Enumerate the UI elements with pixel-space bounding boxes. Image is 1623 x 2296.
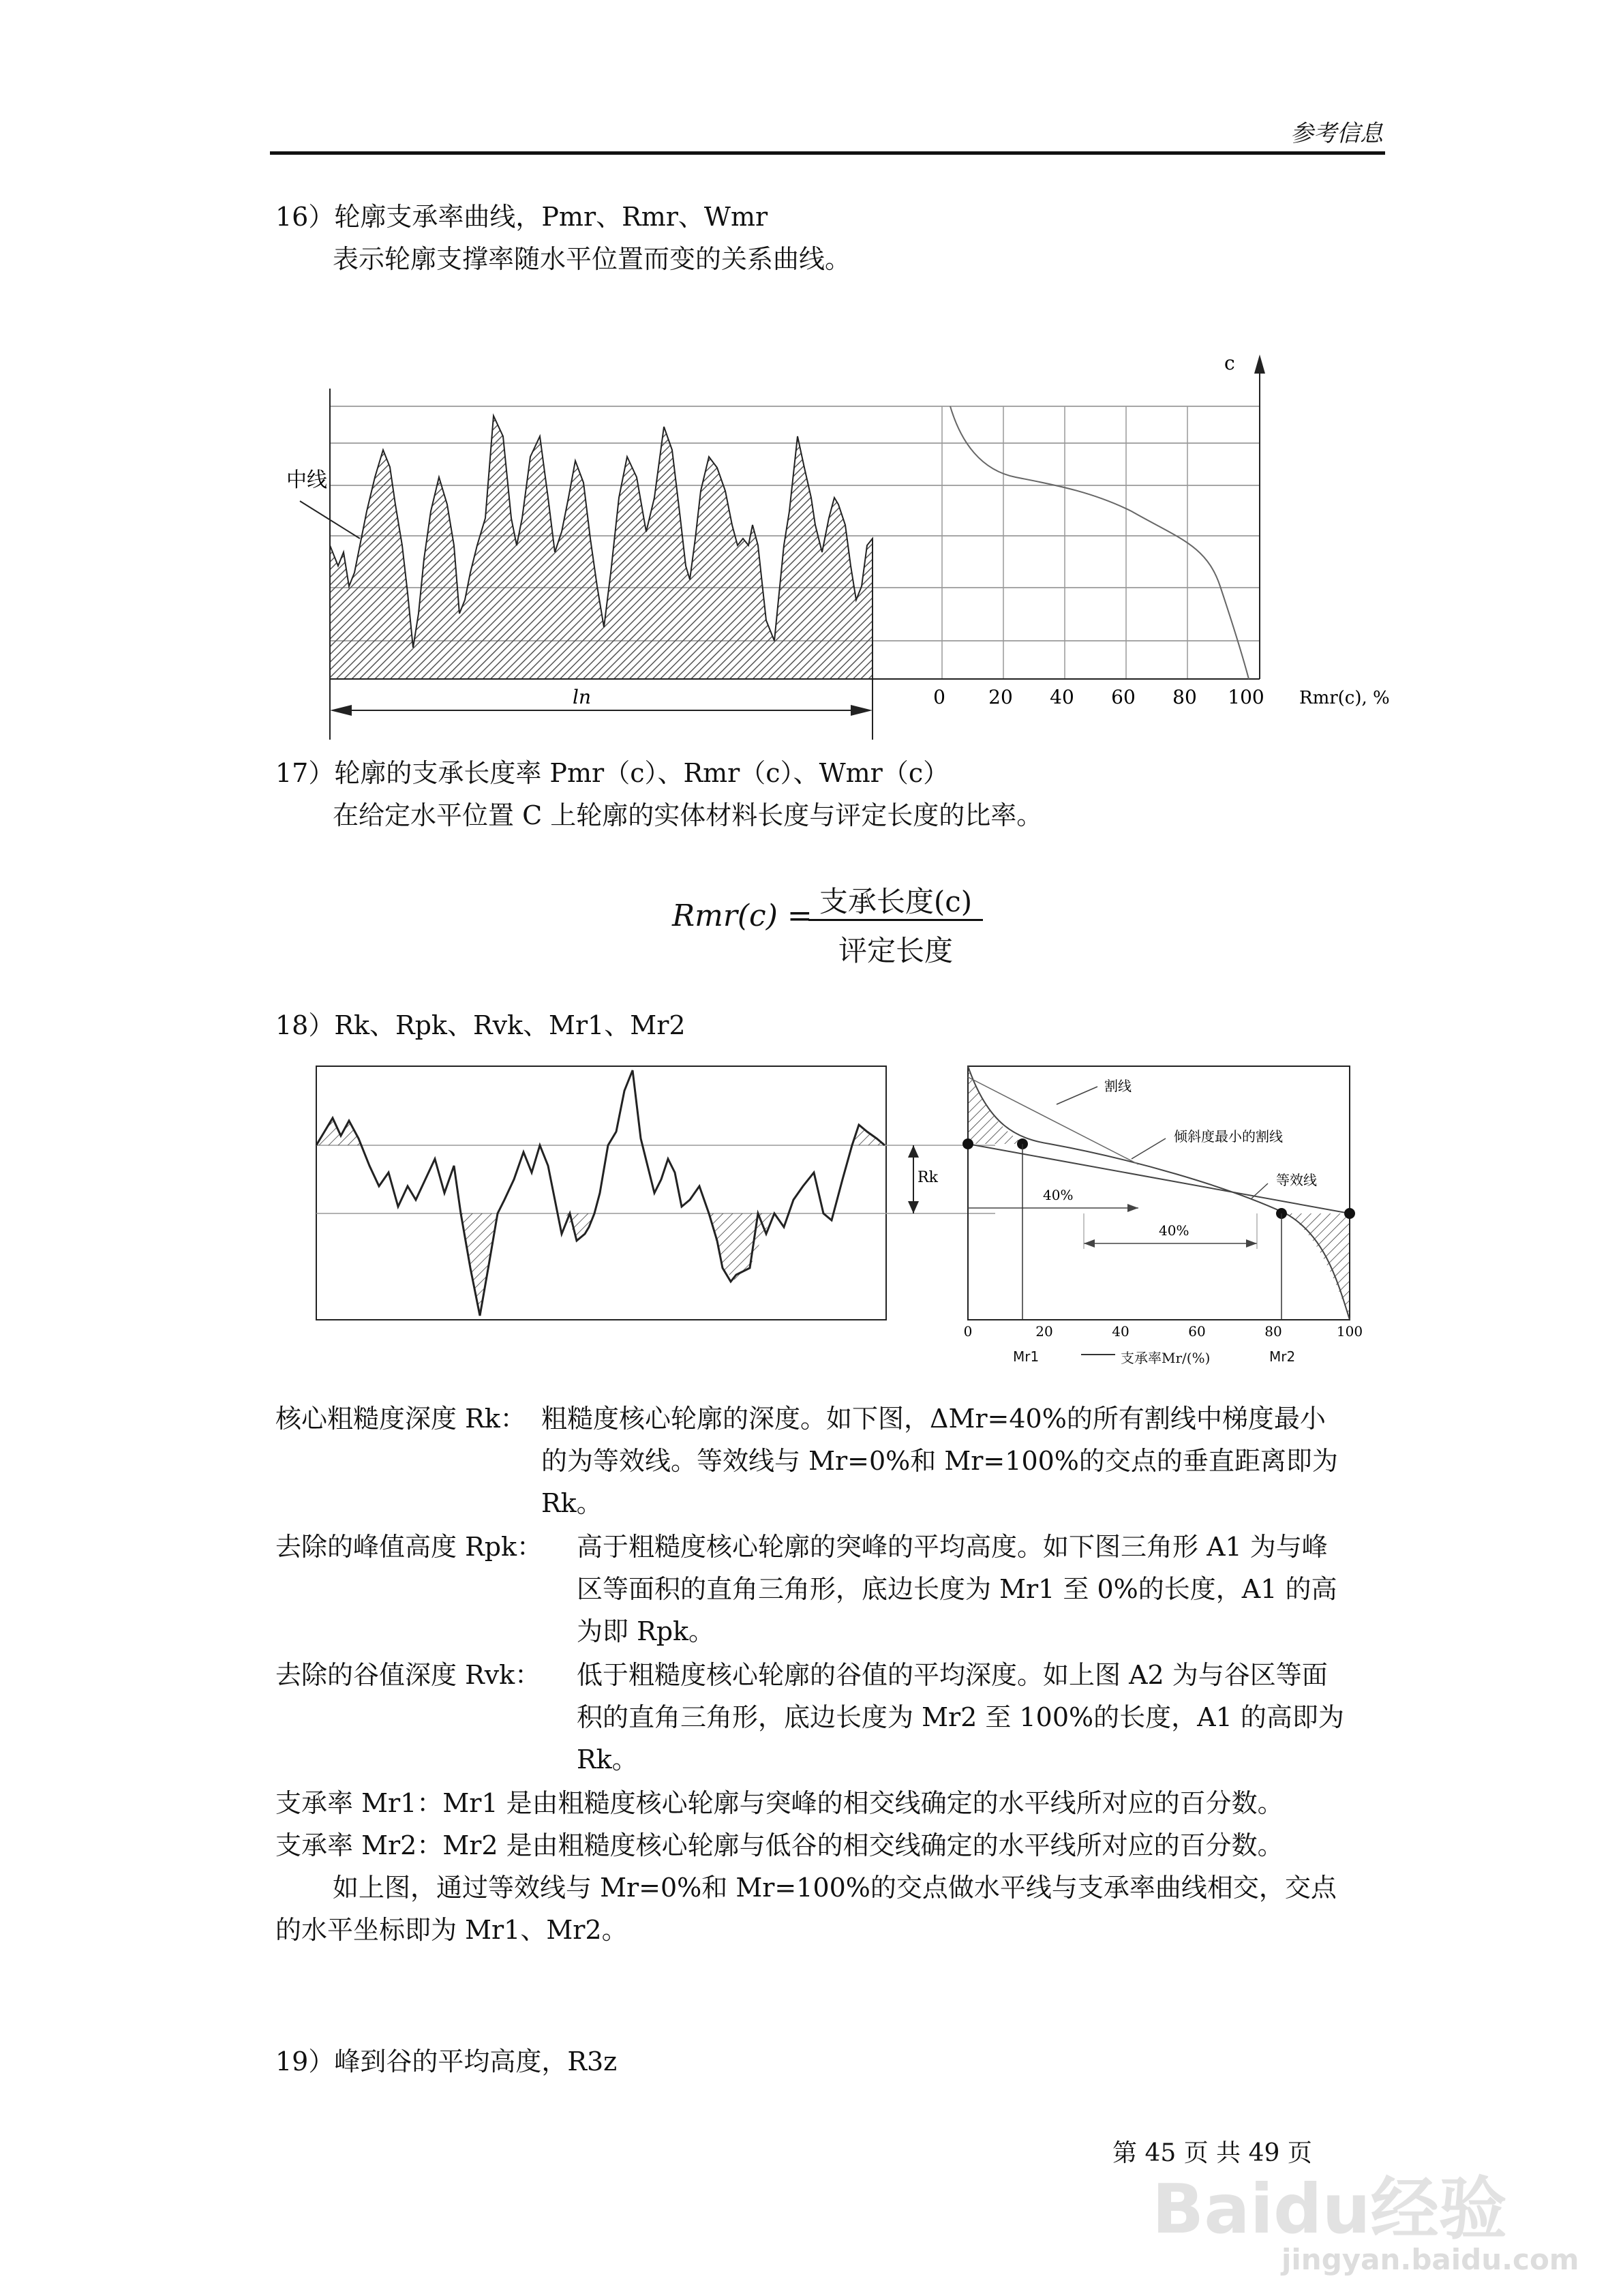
equivalent-label: 等效线 bbox=[1276, 1172, 1317, 1188]
rk-tick-80: 80 bbox=[1264, 1323, 1282, 1340]
formula-lhs: Rmr(c) = bbox=[672, 898, 813, 933]
secant-label: 割线 bbox=[1104, 1078, 1132, 1094]
length-label: ln bbox=[573, 686, 591, 708]
def-rk-line-3: Rk。 bbox=[541, 1488, 603, 1518]
summary-line-1: 如上图，通过等效线与 Mr=0%和 Mr=100%的交点做水平线与支承率曲线相交，交点 bbox=[333, 1873, 1337, 1903]
intersect-dot-left bbox=[962, 1138, 973, 1149]
header-title: 参考信息 bbox=[1290, 120, 1383, 147]
def-rvk-line-2: 积的直角三角形，底边长度为 Mr2 至 100%的长度，A1 的高即为 bbox=[577, 1702, 1344, 1732]
tick-60: 60 bbox=[1111, 686, 1136, 708]
section16-title: 16）轮廓支承率曲线，Pmr、Rmr、Wmr bbox=[275, 202, 768, 232]
tick-40: 40 bbox=[1050, 686, 1074, 708]
section16-desc: 表示轮廓支撑率随水平位置而变的关系曲线。 bbox=[333, 244, 851, 274]
rk-x-axis-label: 支承率Mr/(%) bbox=[1121, 1350, 1211, 1366]
rk-figure bbox=[314, 1063, 1363, 1350]
header-rule bbox=[270, 151, 1385, 155]
def-rpk-line-1: 高于粗糙度核心轮廓的突峰的平均高度。如下图三角形 A1 为与峰 bbox=[577, 1532, 1328, 1562]
mr2-definition: 支承率 Mr2：Mr2 是由粗糙度核心轮廓与低谷的相交线确定的水平线所对应的百分数。 bbox=[275, 1830, 1284, 1860]
valley-region bbox=[461, 1213, 498, 1316]
rk-tick-40: 40 bbox=[1112, 1323, 1129, 1340]
rk-x-ticks bbox=[964, 1323, 1363, 1340]
def-rpk-line-2: 区等面积的直角三角形，底边长度为 Mr1 至 0%的长度，A1 的高 bbox=[577, 1574, 1337, 1604]
pct-label-1: 40% bbox=[1043, 1187, 1074, 1203]
a2-region bbox=[1286, 1213, 1350, 1320]
formula-fraction-bar bbox=[808, 919, 983, 921]
formula-denominator: 评定长度 bbox=[838, 934, 953, 967]
bearing-ratio-figure bbox=[273, 341, 1404, 750]
summary-line-2: 的水平坐标即为 Mr1、Mr2。 bbox=[275, 1915, 628, 1945]
figure1-vertical-grid bbox=[942, 406, 1187, 679]
page-number: 第 45 页 共 49 页 bbox=[1112, 2139, 1312, 2167]
def-rvk-line-3: Rk。 bbox=[577, 1744, 638, 1774]
tick-80: 80 bbox=[1172, 686, 1197, 708]
rk-tick-100: 100 bbox=[1336, 1323, 1363, 1340]
def-rk-label: 核心粗糙度深度 Rk： bbox=[275, 1404, 526, 1434]
rk-profile-line bbox=[316, 1070, 885, 1316]
min-slope-label: 倾斜度最小的割线 bbox=[1174, 1128, 1283, 1145]
a1-region bbox=[968, 1066, 1025, 1144]
section18-title: 18）Rk、Rpk、Rvk、Mr1、Mr2 bbox=[275, 1010, 686, 1040]
mr1-definition: 支承率 Mr1：Mr1 是由粗糙度核心轮廓与突峰的相交线确定的水平线所对应的百分数。 bbox=[275, 1788, 1284, 1818]
def-rk-line-2: 的为等效线。等效线与 Mr=0%和 Mr=100%的交点的垂直距离即为 bbox=[541, 1446, 1338, 1476]
rk-dimension-label: Rk bbox=[917, 1169, 938, 1186]
section17-desc: 在给定水平位置 C 上轮廓的实体材料长度与评定长度的比率。 bbox=[333, 800, 1043, 830]
mr1-axis-label: Mr1 bbox=[1013, 1348, 1040, 1365]
def-rk-line-1: 粗糙度核心轮廓的深度。如下图，ΔMr=40%的所有割线中梯度最小 bbox=[541, 1404, 1326, 1434]
def-rpk-label: 去除的峰值高度 Rpk： bbox=[275, 1532, 543, 1562]
rk-tick-0: 0 bbox=[963, 1323, 973, 1340]
formula-numerator: 支承长度(c) bbox=[819, 885, 973, 918]
pct-label-2: 40% bbox=[1159, 1222, 1189, 1239]
axis-c-label: c bbox=[1224, 352, 1235, 374]
figure1-x-axis-label: Rmr(c), % bbox=[1299, 688, 1390, 708]
intersect-dot-right bbox=[1344, 1208, 1355, 1219]
surface-profile bbox=[330, 416, 873, 679]
tick-0: 0 bbox=[933, 686, 945, 708]
section19-title: 19）峰到谷的平均高度，R3z bbox=[275, 2046, 618, 2076]
tick-100: 100 bbox=[1228, 686, 1264, 708]
def-rvk-line-1: 低于粗糙度核心轮廓的谷值的平均深度。如上图 A2 为与谷区等面 bbox=[577, 1660, 1328, 1690]
watermark-brand: Baidu经验 bbox=[1152, 2169, 1507, 2249]
section17-title: 17）轮廓的支承长度率 Pmr（c）、Rmr（c）、Wmr（c） bbox=[275, 758, 950, 788]
rk-tick-60: 60 bbox=[1188, 1323, 1206, 1340]
axis-arrow bbox=[1081, 1354, 1115, 1355]
def-rpk-line-3: 为即 Rpk。 bbox=[577, 1616, 715, 1646]
mr2-axis-label: Mr2 bbox=[1269, 1348, 1296, 1365]
figure1-x-ticks bbox=[933, 686, 1264, 708]
rk-tick-20: 20 bbox=[1035, 1323, 1053, 1340]
rk-bearing-curve bbox=[968, 1066, 1350, 1320]
midline-label: 中线 bbox=[286, 468, 327, 492]
def-rvk-label: 去除的谷值深度 Rvk： bbox=[275, 1660, 541, 1690]
bearing-ratio-curve bbox=[950, 406, 1249, 679]
tick-20: 20 bbox=[988, 686, 1013, 708]
watermark-url: jingyan.baidu.com bbox=[1281, 2243, 1579, 2276]
